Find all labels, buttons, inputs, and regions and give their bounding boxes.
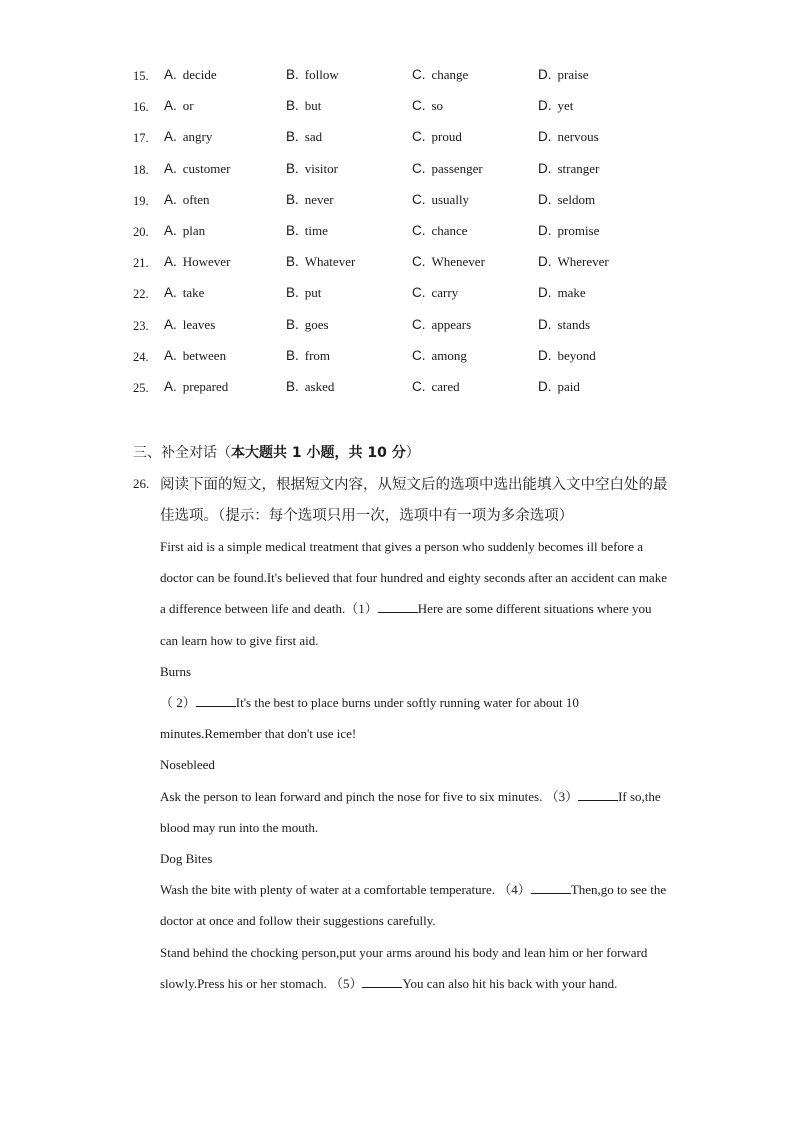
- option-b[interactable]: [286, 98, 321, 114]
- option-c[interactable]: [412, 379, 460, 395]
- passage-paragraph: Wash the bite with plenty of water at a comfortable temperature. （4） Then,go to see the doctor at once and follow their suggestions carefully.: [160, 874, 670, 936]
- question-number: 26.: [133, 476, 150, 491]
- option-c[interactable]: [412, 317, 471, 333]
- reading-passage: [160, 531, 670, 999]
- question-row: [0, 379, 794, 399]
- option-letter: B.: [286, 347, 299, 363]
- option-a[interactable]: [164, 129, 212, 145]
- question-number: 17.: [133, 131, 149, 146]
- option-letter: B.: [286, 67, 299, 82]
- option-b[interactable]: [286, 223, 328, 239]
- option-text: or: [182, 98, 194, 114]
- option-text: promise: [557, 223, 600, 238]
- option-letter: A.: [164, 191, 177, 207]
- option-b[interactable]: [286, 192, 334, 208]
- option-letter: A.: [164, 254, 177, 270]
- option-letter: A.: [164, 98, 177, 114]
- option-text: Whenever: [431, 254, 485, 270]
- option-b[interactable]: [286, 317, 329, 333]
- option-c[interactable]: [412, 67, 468, 83]
- passage-heading: Nosebleed: [160, 757, 215, 773]
- option-b[interactable]: [286, 379, 334, 395]
- question-number: 24.: [133, 349, 149, 364]
- option-d[interactable]: [538, 254, 609, 270]
- option-letter: B.: [286, 379, 299, 394]
- option-text: Whatever: [304, 254, 356, 270]
- option-letter: D.: [538, 223, 552, 238]
- option-a[interactable]: [164, 67, 217, 83]
- option-c[interactable]: [412, 192, 469, 208]
- question-number: 23.: [133, 318, 149, 333]
- option-b[interactable]: [286, 129, 322, 145]
- option-text: change: [431, 67, 469, 82]
- answer-blank: [378, 598, 418, 613]
- option-letter: B.: [286, 160, 299, 176]
- option-text: plan: [182, 223, 206, 238]
- option-letter: D.: [538, 98, 552, 114]
- option-text: asked: [304, 379, 335, 394]
- option-text: time: [304, 223, 328, 238]
- option-d[interactable]: [538, 129, 599, 145]
- option-a[interactable]: [164, 223, 205, 239]
- option-d[interactable]: [538, 317, 590, 333]
- option-text: yet: [557, 98, 574, 114]
- option-text: beyond: [557, 347, 596, 363]
- option-a[interactable]: [164, 254, 230, 270]
- option-a[interactable]: [164, 379, 228, 395]
- option-letter: D.: [538, 191, 552, 207]
- option-text: between: [182, 347, 227, 363]
- answer-blank: [196, 692, 236, 707]
- option-text: follow: [304, 67, 339, 82]
- option-text: stranger: [557, 160, 600, 176]
- option-c[interactable]: [412, 223, 468, 239]
- answer-blank: [531, 879, 571, 894]
- question-number: 21.: [133, 256, 149, 271]
- passage-paragraph: （ 2） It's the best to place burns under softly running water for about 10 minutes.Remember that don't use ice!: [160, 687, 670, 749]
- option-letter: C.: [412, 98, 426, 114]
- option-letter: D.: [538, 129, 552, 145]
- option-text: angry: [182, 129, 213, 145]
- option-b[interactable]: [286, 67, 339, 83]
- option-letter: C.: [412, 129, 426, 145]
- option-letter: C.: [412, 347, 426, 363]
- option-letter: A.: [164, 285, 177, 301]
- option-c[interactable]: [412, 254, 485, 270]
- option-text: prepared: [182, 379, 229, 394]
- option-letter: D.: [538, 254, 552, 270]
- option-d[interactable]: [538, 348, 596, 364]
- option-text: carry: [431, 285, 459, 301]
- option-letter: B.: [286, 316, 299, 332]
- option-letter: C.: [412, 223, 426, 238]
- option-a[interactable]: [164, 98, 194, 114]
- option-text: goes: [304, 316, 329, 332]
- option-a[interactable]: [164, 317, 215, 333]
- option-text: praise: [557, 67, 589, 82]
- question-row: [0, 348, 794, 368]
- option-a[interactable]: [164, 285, 204, 301]
- option-letter: C.: [412, 160, 426, 176]
- option-letter: D.: [538, 160, 552, 176]
- option-a[interactable]: [164, 348, 226, 364]
- option-text: so: [431, 98, 444, 114]
- option-d[interactable]: [538, 223, 599, 239]
- answer-blank: [362, 973, 402, 988]
- option-text: passenger: [431, 160, 483, 176]
- option-text: Wherever: [557, 254, 609, 270]
- option-text: put: [304, 285, 322, 301]
- option-text: make: [557, 285, 586, 301]
- option-text: paid: [557, 379, 580, 394]
- option-letter: A.: [164, 160, 177, 176]
- question-number: 18.: [133, 162, 149, 177]
- option-letter: A.: [164, 129, 177, 145]
- option-letter: A.: [164, 67, 177, 82]
- option-text: among: [431, 347, 467, 363]
- option-letter: C.: [412, 316, 426, 332]
- option-b[interactable]: [286, 161, 338, 177]
- question-row: [0, 67, 794, 87]
- passage-heading: Dog Bites: [160, 851, 213, 867]
- option-text: leaves: [182, 316, 216, 332]
- option-text: However: [182, 254, 231, 270]
- option-text: but: [304, 98, 322, 114]
- option-letter: C.: [412, 285, 426, 301]
- question-row: [0, 285, 794, 305]
- passage-heading: Burns: [160, 663, 192, 679]
- option-text: customer: [182, 160, 231, 176]
- question-row: [0, 254, 794, 274]
- option-c[interactable]: [412, 161, 483, 177]
- question-row: [0, 98, 794, 118]
- question-row: [0, 192, 794, 212]
- question-row: [0, 129, 794, 149]
- section-title: 三、补全对话（本大题共 1 小题，共 10 分）: [133, 445, 420, 461]
- option-letter: A.: [164, 347, 177, 363]
- option-letter: C.: [412, 379, 426, 394]
- option-c[interactable]: [412, 285, 458, 301]
- option-d[interactable]: [538, 98, 573, 114]
- option-text: take: [182, 285, 205, 301]
- option-text: stands: [557, 316, 590, 332]
- option-letter: A.: [164, 379, 177, 394]
- option-text: visitor: [304, 160, 338, 176]
- option-letter: B.: [286, 191, 299, 207]
- question-instruction: 阅读下面的短文，根据短文内容，从短文后的选项中选出能填入文中空白处的最佳选项。（提示：每个选项只用一次，选项中有一项为多余选项）: [160, 477, 668, 524]
- option-d[interactable]: [538, 161, 599, 177]
- option-a[interactable]: [164, 192, 209, 208]
- option-c[interactable]: [412, 98, 443, 114]
- option-letter: B.: [286, 285, 299, 301]
- option-b[interactable]: [286, 285, 321, 301]
- option-text: often: [182, 191, 210, 207]
- question-number: 25.: [133, 381, 149, 395]
- option-d[interactable]: [538, 285, 586, 301]
- option-letter: B.: [286, 254, 299, 270]
- option-text: proud: [431, 129, 462, 145]
- question-row: [0, 317, 794, 337]
- option-d[interactable]: [538, 67, 589, 83]
- option-a[interactable]: [164, 161, 230, 177]
- option-letter: B.: [286, 129, 299, 145]
- question-number: 22.: [133, 287, 149, 302]
- option-text: nervous: [557, 129, 599, 145]
- option-c[interactable]: [412, 348, 467, 364]
- option-text: usually: [431, 191, 470, 207]
- option-c[interactable]: [412, 129, 462, 145]
- option-b[interactable]: [286, 254, 355, 270]
- option-letter: C.: [412, 191, 426, 207]
- question-row: [0, 223, 794, 243]
- option-letter: A.: [164, 316, 177, 332]
- option-text: seldom: [557, 191, 596, 207]
- option-letter: C.: [412, 254, 426, 270]
- option-text: from: [304, 347, 331, 363]
- option-text: decide: [182, 67, 217, 82]
- question-number: 20.: [133, 225, 149, 239]
- option-text: never: [304, 191, 334, 207]
- option-letter: D.: [538, 67, 552, 82]
- option-text: cared: [431, 379, 460, 394]
- option-d[interactable]: [538, 379, 580, 395]
- question-number: 15.: [133, 69, 149, 83]
- option-letter: D.: [538, 379, 552, 394]
- option-text: appears: [431, 316, 472, 332]
- option-letter: A.: [164, 223, 177, 238]
- option-letter: C.: [412, 67, 426, 82]
- question-row: [0, 161, 794, 181]
- option-text: sad: [304, 129, 323, 145]
- option-d[interactable]: [538, 192, 595, 208]
- option-letter: B.: [286, 223, 299, 238]
- option-letter: D.: [538, 316, 552, 332]
- option-b[interactable]: [286, 348, 330, 364]
- option-text: chance: [431, 223, 468, 238]
- question-number: 16.: [133, 100, 149, 115]
- passage-paragraph: Stand behind the chocking person,put your arms around his body and lean him or her forward slowly.Press his or her stomach. （5） You can also hit his back with your hand.: [160, 944, 648, 991]
- option-letter: D.: [538, 347, 552, 363]
- option-letter: D.: [538, 285, 552, 301]
- passage-paragraph: First aid is a simple medical treatment that gives a person who suddenly becomes ill before a doctor can be found.It's believed that four hundred and eighty seconds after an accident can make a difference between life and death.（1） Here are some different situations where you can learn how to give first aid.: [160, 539, 667, 648]
- answer-blank: [578, 786, 618, 801]
- option-letter: B.: [286, 98, 299, 114]
- question-number: 19.: [133, 193, 149, 208]
- passage-paragraph: Ask the person to lean forward and pinch the nose for five to six minutes. （3） If so,the blood may run into the mouth.: [160, 781, 670, 843]
